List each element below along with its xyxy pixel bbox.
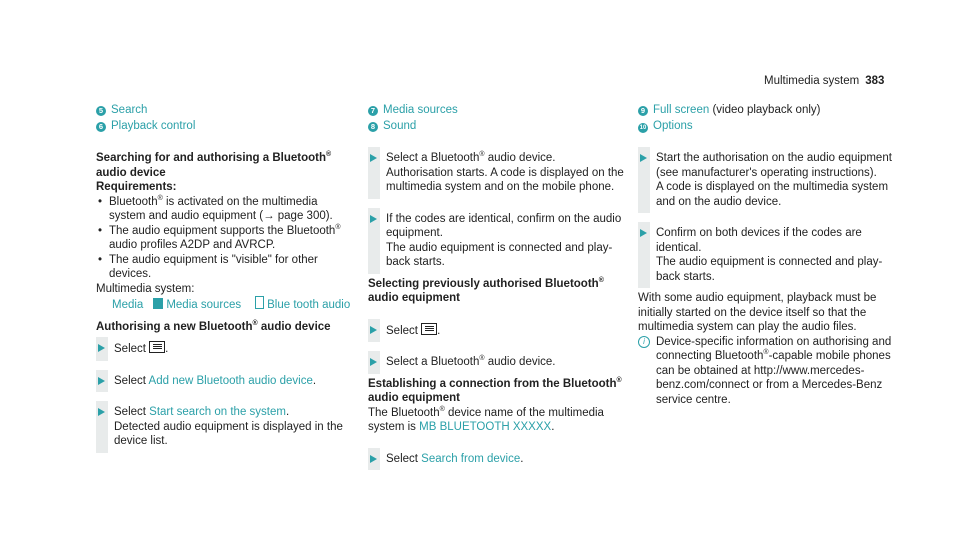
step-arrow-icon [98,344,105,352]
legend-item-6 [96,119,352,134]
requirements-title: Requirements: [96,181,177,193]
step: Select . [96,341,352,357]
legend-item-5 [96,103,352,118]
step: Select Start search on the system. Detected audio equipment is displayed in the device list. [96,405,352,449]
playback-control-link[interactable]: Playback control [111,119,196,132]
step-arrow-icon [370,358,377,366]
page-header [764,74,884,89]
step-arrow-icon [98,408,105,416]
bluetooth-icon [255,296,264,309]
step: Confirm on both devices if the codes are identical. The audio equipment is connected and playback starts. [638,226,894,284]
search-from-device-link[interactable]: Search from device [421,452,521,465]
full-screen-link[interactable]: Full screen [653,104,710,116]
media-sources-icon [153,298,163,309]
number-badge: 8 [368,122,378,132]
number-badge: 6 [96,122,106,132]
requirements-list [96,195,352,282]
paragraph: The Bluetooth® device name of the multimedia system is MB BLUETOOTH XXXXX. [368,405,604,433]
list-item: • Bluetooth® is activated on the multimedia system and audio equipment (→ page 300). [109,195,352,224]
section-title: Multimedia system [764,75,860,87]
step-arrow-icon [640,229,647,237]
search-link[interactable]: Search [111,104,148,116]
step-arrow-icon [370,215,377,223]
paragraph: With some audio equipment, playback must be initially started on the device itself so that the multimedia system can play the audio files. [638,292,877,333]
step-arrow-icon [370,154,377,162]
step-arrow-icon [98,377,105,385]
legend-item-10 [638,119,894,134]
column-3 [638,103,894,407]
step: Select a Bluetooth® audio device. [368,355,624,370]
number-badge: 9 [638,106,648,116]
step: Start the authorisation on the audio equipment (see manufacturer's operating instructions). A code is displayed on the multimedia system and on the audio device. [638,151,894,209]
media-sources-link[interactable]: Media sources [383,104,458,116]
number-badge: 10 [639,124,647,131]
menu-path [96,296,352,313]
step: Select a Bluetooth® audio device. Authorisation starts. A code is displayed on the multimedia system and on the mobile phone. [368,151,624,195]
heading-previously-authorised: Selecting previously authorised Bluetooth® audio equipment [368,276,604,304]
bluetooth-audio-link[interactable]: Blue tooth audio [267,299,351,311]
column-2 [368,103,624,466]
menu-icon[interactable] [149,341,165,353]
step: Select Search from device. [368,452,624,467]
number-badge: 5 [96,106,106,116]
media-sources-link[interactable]: Media sources [166,299,242,311]
list-item: • The audio equipment is "visible" for other devices. [109,253,352,282]
device-name: MB BLUETOOTH XXXXX [419,421,552,433]
start-search-link[interactable]: Start search on the system [149,406,286,418]
media-link[interactable]: Media [112,299,144,311]
step-arrow-icon [370,326,377,334]
arrow-icon: → [263,210,275,222]
page-number: 383 [865,75,885,87]
step-arrow-icon [640,154,647,162]
info-note: i Device-specific information on authorising and connecting Bluetooth®-capable mobile phones can be obtained at http://www.mercedes-benz.com/connect or from a Mercedes-Benz service centre. [638,335,894,408]
step: If the codes are identical, confirm on the audio equipment. The audio equipment is connected and playback starts. [368,212,624,270]
info-icon: i [638,336,650,348]
legend-item-7 [368,103,624,118]
sound-link[interactable]: Sound [383,119,417,132]
path-intro: Multimedia system: [96,282,195,295]
list-item: • The audio equipment supports the Bluetooth® audio profiles A2DP and AVRCP. [109,224,352,253]
step: Select . [368,323,624,339]
options-link[interactable]: Options [653,119,693,132]
legend-item-8 [368,119,624,134]
heading-authorise-new: Authorising a new Bluetooth® audio device [96,319,331,333]
column-1 [96,103,352,449]
add-new-bluetooth-link[interactable]: Add new Bluetooth audio device [148,374,313,387]
heading-search-authorise: Searching for and authorising a Bluetooth® audio device [96,151,332,179]
step-arrow-icon [370,455,377,463]
heading-establish-connection: Establishing a connection from the Bluetooth® audio equipment [368,376,622,404]
legend-item-9: 9 Full screen (video playback only) [638,103,894,118]
step: Select Add new Bluetooth audio device. [96,374,352,389]
number-badge: 7 [368,106,378,116]
menu-icon[interactable] [421,323,437,335]
